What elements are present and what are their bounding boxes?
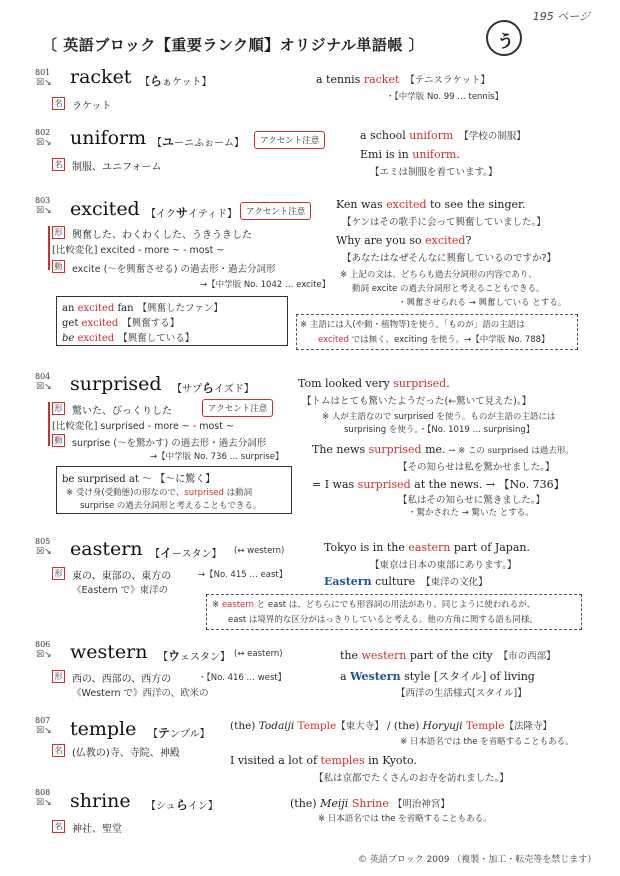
accent-badge: アクセント注意 [254, 131, 325, 149]
note: ※ 日本語名では the を省略することもある。 [400, 737, 574, 747]
headword: shrine [70, 790, 131, 812]
entry-number: 803 [35, 196, 51, 205]
divider [48, 402, 50, 446]
cross-reference: →【No. 415 … east】 [198, 570, 288, 580]
note: ※ 受け身(受動態)の形なので、surprised は動詞 [66, 488, 253, 498]
note: ※ 日本語名では the を省略することもある。 [318, 814, 492, 824]
pronunciation: 【イースタン】 [150, 546, 222, 560]
headword: eastern [70, 538, 143, 560]
note: ※ 人が主語なので surprised を使う。ものが主語の主語には [322, 412, 556, 422]
accent-badge: アクセント注意 [202, 399, 273, 417]
translation: 【トムはとても驚いたようだった(←驚いて見えた)。】 [302, 396, 532, 407]
example-sentence: (the) Todaiji Temple【東大寺】 / (the) Horyuji Temple【法隆寺】 [230, 720, 552, 732]
example-sentence: (the) Meiji Shrine 【明治神宮】 [290, 797, 450, 810]
translation: 【エミは制服を着ています。】 [370, 167, 498, 178]
example-sentence: = I was surprised at the news. → 【No. 736】 [312, 478, 565, 491]
checkbox-icon[interactable]: ☒↘ [36, 382, 52, 392]
copyright: © 英語ブロック 2009 （複製・加工・転売等を禁じます） [358, 855, 597, 865]
entry-number: 806 [35, 640, 51, 649]
cross-reference: ・【中学版 No. 99 … tennis】 [386, 92, 504, 102]
mascot-icon [486, 20, 522, 56]
example-sentence: Tokyo is in the eastern part of Japan. [324, 541, 530, 554]
pos-badge: 名 [52, 97, 65, 110]
example-sentence: Tom looked very surprised. [298, 377, 450, 390]
pos-badge: 名 [52, 820, 65, 833]
note: ・驚かされた → 驚いた とする。 [408, 508, 534, 518]
cross-reference: →【中学版 No. 736 … surprise】 [150, 452, 284, 462]
headword: surprised [70, 373, 162, 395]
note: ※ 上記の文は、どちらも過去分詞形の内容であり、 [340, 270, 537, 280]
pos-badge: 形 [52, 402, 65, 415]
example-sentence: a school uniform 【学校の制服】 [360, 129, 526, 142]
note: excited では無く、exciting を使う。→【中学版 No. 788】 [318, 335, 550, 345]
checkbox-icon[interactable]: ☒↘ [36, 138, 52, 148]
example-sentence: The news surprised me. → ※ この surprised は過去形。 [312, 443, 574, 456]
meaning: 東の、東部の、東方の [72, 571, 172, 582]
translation: 【東京は日本の東部にあります。】 [370, 560, 517, 571]
headword: racket [70, 66, 132, 88]
pronunciation: 【シュらイン】 [146, 798, 218, 812]
example-sentence: a tennis racket 【テニスラケット】 [316, 73, 491, 86]
pos-badge: 動 [52, 260, 65, 273]
note: surprise の過去分詞形と考えることもできる。 [80, 501, 262, 511]
mascot-char: う [497, 32, 514, 52]
headword: uniform [70, 127, 147, 149]
checkbox-icon[interactable]: ☒↘ [36, 798, 52, 808]
verb-note: excite (～を興奮させる) の過去形・過去分詞形 [72, 264, 276, 275]
pronunciation: 【イクサイティド】 [146, 206, 238, 220]
meaning: 興奮した、わくわくした、うきうきした [72, 230, 252, 241]
accent-badge: アクセント注意 [240, 202, 311, 220]
meaning: 驚いた、びっくりした [72, 406, 172, 417]
checkbox-icon[interactable]: ☒↘ [36, 78, 52, 88]
checkbox-icon[interactable]: ☒↘ [36, 650, 52, 660]
pos-badge: 形 [52, 567, 65, 580]
headword: temple [70, 718, 137, 740]
pronunciation: 【ウェスタン】 [158, 649, 231, 663]
meaning: 制服、ユニフォーム [72, 162, 162, 173]
example-sentence: Ken was excited to see the singer. [336, 198, 526, 211]
page-title: 〔 英語ブロック【重要ランク順】オリジナル単語帳 〕 [42, 36, 425, 54]
checkbox-icon[interactable]: ☒↘ [36, 726, 52, 736]
entry-number: 807 [35, 716, 51, 725]
pos-badge: 動 [52, 434, 65, 447]
checkbox-icon[interactable]: ☒↘ [36, 206, 52, 216]
cross-reference: ・【No. 416 … west】 [198, 673, 287, 683]
pos-badge: 名 [52, 744, 65, 757]
translation: 【私は京都でたくさんのお寺を訪れました。】 [314, 773, 509, 784]
example-sentence: a Western style [スタイル] of living [340, 670, 535, 683]
entry-number: 802 [35, 128, 51, 137]
phrase: be surprised at ～ 【～に驚く】 [62, 474, 216, 485]
meaning: ラケット [72, 101, 112, 112]
headword: excited [70, 198, 140, 220]
pronunciation: 【らぁケット】 [140, 74, 212, 88]
translation: 【ケンはその歌手に会って興奮していました。】 [342, 217, 546, 228]
entry-number: 801 [35, 68, 51, 77]
note: ※ 主語には人(や動・植物等)を使う。「ものが」語の主語は [300, 320, 525, 330]
pronunciation: 【ユーニふぉーム】 [152, 135, 245, 149]
example-sentence: Eastern culture 【東洋の文化】 [324, 575, 488, 588]
entry-number: 804 [35, 372, 51, 381]
example-sentence: Emi is in uniform. [360, 148, 460, 161]
phrase: be excited 【興奮している】 [62, 333, 195, 344]
sub-meaning: 《Western で》西洋の、欧米の [72, 688, 209, 699]
pos-badge: 形 [52, 226, 65, 239]
antonym: (↔ eastern) [234, 649, 283, 659]
checkbox-icon[interactable]: ☒↘ [36, 547, 52, 557]
pronunciation: 【サプらイズド】 [172, 381, 254, 395]
meaning: 西の、西部の、西方の [72, 674, 172, 685]
comparison: [比較変化] surprised - more ~ - most ~ [52, 421, 234, 432]
translation: 【あなたはなぜそんなに興奮しているのですか?】 [342, 253, 557, 264]
pronunciation: 【テンプル】 [148, 726, 210, 740]
note: surprising を使う。・【No. 1019 … surprising】 [344, 425, 535, 435]
entry-number: 808 [35, 788, 51, 797]
example-sentence: the western part of the city 【市の西部】 [340, 649, 556, 662]
page-number: 195 ページ [532, 10, 590, 23]
phrase: an excited fan 【興奮したファン】 [62, 303, 223, 314]
translation: 【その知らせは私を驚かせました。】 [398, 462, 555, 473]
meaning: (仏教の)寺、寺院、神殿 [72, 748, 180, 759]
sub-meaning: 《Eastern で》東洋の [72, 585, 169, 596]
example-sentence: I visited a lot of temples in Kyoto. [230, 754, 417, 767]
note: 動詞 excite の過去分詞形と考えることもできる。 [352, 284, 545, 294]
phrase: get excited 【興奮する】 [62, 318, 180, 329]
comparison: [比較変化] excited - more ~ - most ~ [52, 245, 225, 256]
headword: western [70, 641, 148, 663]
example-sentence: Why are you so excited? [336, 234, 472, 247]
note: east は境界的な区分がはっきりしていると考える。他の方角に関する語も同様。 [228, 615, 538, 625]
divider [48, 226, 50, 270]
note: ※ eastern と east は、どちらにでも形容詞の用法があり、同じように使われるが、 [212, 600, 536, 610]
cross-reference: →【中学版 No. 1042 … excite】 [200, 280, 331, 290]
verb-note: surprise (～を驚かす) の過去形・過去分詞形 [72, 438, 267, 449]
entry-number: 805 [35, 537, 51, 546]
translation: 【西洋の生活様式[スタイル]】 [396, 688, 527, 699]
translation: 【私はその知らせに驚きました。】 [398, 495, 545, 506]
pos-badge: 形 [52, 670, 65, 683]
meaning: 神社、聖堂 [72, 824, 122, 835]
antonym: (↔ western) [234, 546, 285, 556]
note: ・興奮させられる → 興奮している とする。 [398, 298, 567, 308]
pos-badge: 名 [52, 158, 65, 171]
